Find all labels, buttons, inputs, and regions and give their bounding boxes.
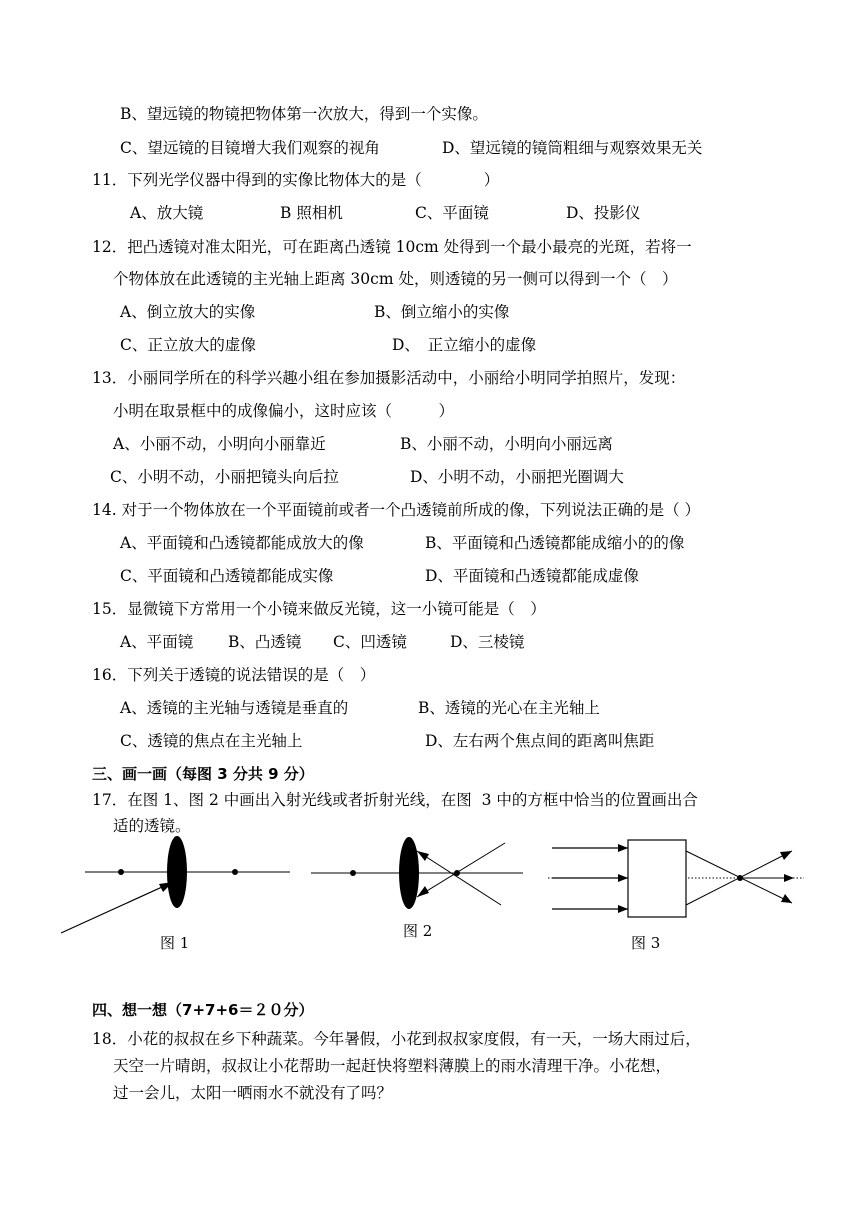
option-15d: D、三棱镜 — [450, 633, 525, 651]
figure-1-caption: 图 1 — [160, 934, 190, 952]
fig3-arrow-in-2 — [618, 874, 628, 882]
fig3-box — [628, 840, 686, 917]
option-14c: C、平面镜和凸透镜都能成实像 — [120, 567, 334, 585]
option-13d: D、小明不动，小丽把光圈调大 — [410, 468, 624, 486]
option-11c: C、平面镜 — [415, 204, 489, 222]
section-3-heading: 三、画一画（每图 3 分共 9 分） — [92, 765, 314, 783]
fig2-arrow-head-bottom — [417, 886, 429, 897]
option-14d: D、平面镜和凸透镜都能成虚像 — [425, 567, 639, 585]
option-14b: B、平面镜和凸透镜都能成缩小的的像 — [425, 534, 685, 552]
option-12a: A、倒立放大的实像 — [120, 303, 256, 321]
question-17-line1: 17．在图 1、图 2 中画出入射光线或者折射光线，在图 3 中的方框中恰当的位置画出合 — [92, 791, 698, 809]
fig2-ray-down — [417, 851, 501, 905]
option-12b: B、倒立缩小的实像 — [374, 303, 510, 321]
option-10c: C、望远镜的目镜增大我们观察的视角 — [120, 139, 380, 157]
fig1-focus-left — [118, 869, 124, 875]
section-4-heading: 四、想一想（7+7+6＝２０分） — [92, 1001, 314, 1019]
question-18-line2: 天空一片晴朗，叔叔让小花帮助一起赶快将塑料薄膜上的雨水清理干净。小花想， — [113, 1057, 672, 1075]
option-15b: B、凸透镜 — [228, 633, 302, 651]
fig3-focus-point — [737, 875, 743, 881]
question-15: 15．显微镜下方常用一个小镜来做反光镜，这一小镜可能是（ ） — [92, 600, 546, 618]
figure-2-diagram — [305, 835, 530, 925]
figure-3-diagram — [548, 832, 810, 932]
fig2-arrow-head-top — [417, 851, 429, 861]
option-14a: A、平面镜和凸透镜都能成放大的像 — [120, 534, 364, 552]
option-10d: D、望远镜的镜筒粗细与观察效果无关 — [442, 139, 703, 157]
option-16a: A、透镜的主光轴与透镜是垂直的 — [120, 699, 349, 717]
question-14: 14. 对于一个物体放在一个平面镜前或者一个凸透镜前所成的像，下列说法正确的是（ ） — [92, 501, 701, 519]
option-11a: A、放大镜 — [130, 204, 204, 222]
fig2-ray-up — [417, 843, 505, 897]
fig1-focus-right — [232, 869, 238, 875]
question-17-line2: 适的透镜。 — [113, 817, 191, 835]
option-16d: D、左右两个焦点间的距离叫焦距 — [425, 732, 655, 750]
question-13-line1: 13．小丽同学所在的科学兴趣小组在参加摄影活动中，小丽给小明同学拍照片，发现： — [92, 369, 686, 387]
option-16c: C、透镜的焦点在主光轴上 — [120, 732, 303, 750]
fig1-convex-lens — [167, 836, 187, 908]
question-18-line3: 过一会儿，太阳一晒雨水不就没有了吗？ — [113, 1084, 393, 1102]
option-11b: B 照相机 — [280, 204, 343, 222]
option-13a: A、小丽不动，小明向小丽靠近 — [113, 435, 326, 453]
option-13b: B、小丽不动，小明向小丽远离 — [400, 435, 613, 453]
question-12-line1: 12．把凸透镜对准太阳光，可在距离凸透镜 10cm 处得到一个最小最亮的光斑，若将一 — [92, 238, 692, 256]
option-12c: C、正立放大的虚像 — [120, 336, 256, 354]
fig2-convex-lens — [399, 837, 419, 909]
option-12d: D、 正立缩小的虚像 — [392, 336, 537, 354]
option-13c: C、小明不动，小丽把镜头向后拉 — [110, 468, 339, 486]
figure-3-caption: 图 3 — [631, 934, 661, 952]
option-15c: C、凹透镜 — [333, 633, 407, 651]
figure-2-caption: 图 2 — [403, 922, 433, 940]
question-13-line2: 小明在取景框中的成像偏小，这时应该（ ） — [113, 402, 455, 420]
question-16: 16．下列关于透镜的说法错误的是（ ） — [92, 666, 376, 684]
fig3-arrow-out-up — [780, 851, 792, 860]
fig2-focus-left — [350, 870, 356, 876]
option-11d: D、投影仪 — [566, 204, 641, 222]
figure-1-diagram — [55, 835, 300, 940]
option-10b: B、望远镜的物镜把物体第一次放大，得到一个实像。 — [120, 105, 488, 123]
question-11: 11．下列光学仪器中得到的实像比物体大的是（ ） — [92, 171, 500, 189]
option-16b: B、透镜的光心在主光轴上 — [418, 699, 600, 717]
fig3-arrow-in-3 — [618, 905, 628, 913]
fig1-incident-ray — [61, 882, 173, 933]
fig3-arrow-out-axis — [784, 874, 794, 882]
question-12-line2: 个物体放在此透镜的主光轴上距离 30cm 处，则透镜的另一侧可以得到一个（ ） — [113, 270, 678, 288]
option-15a: A、平面镜 — [120, 633, 194, 651]
question-18-line1: 18．小花的叔叔在乡下种蔬菜。今年暑假，小花到叔叔家度假，有一天，一场大雨过后， — [92, 1030, 701, 1048]
fig3-arrow-in-1 — [618, 844, 628, 852]
